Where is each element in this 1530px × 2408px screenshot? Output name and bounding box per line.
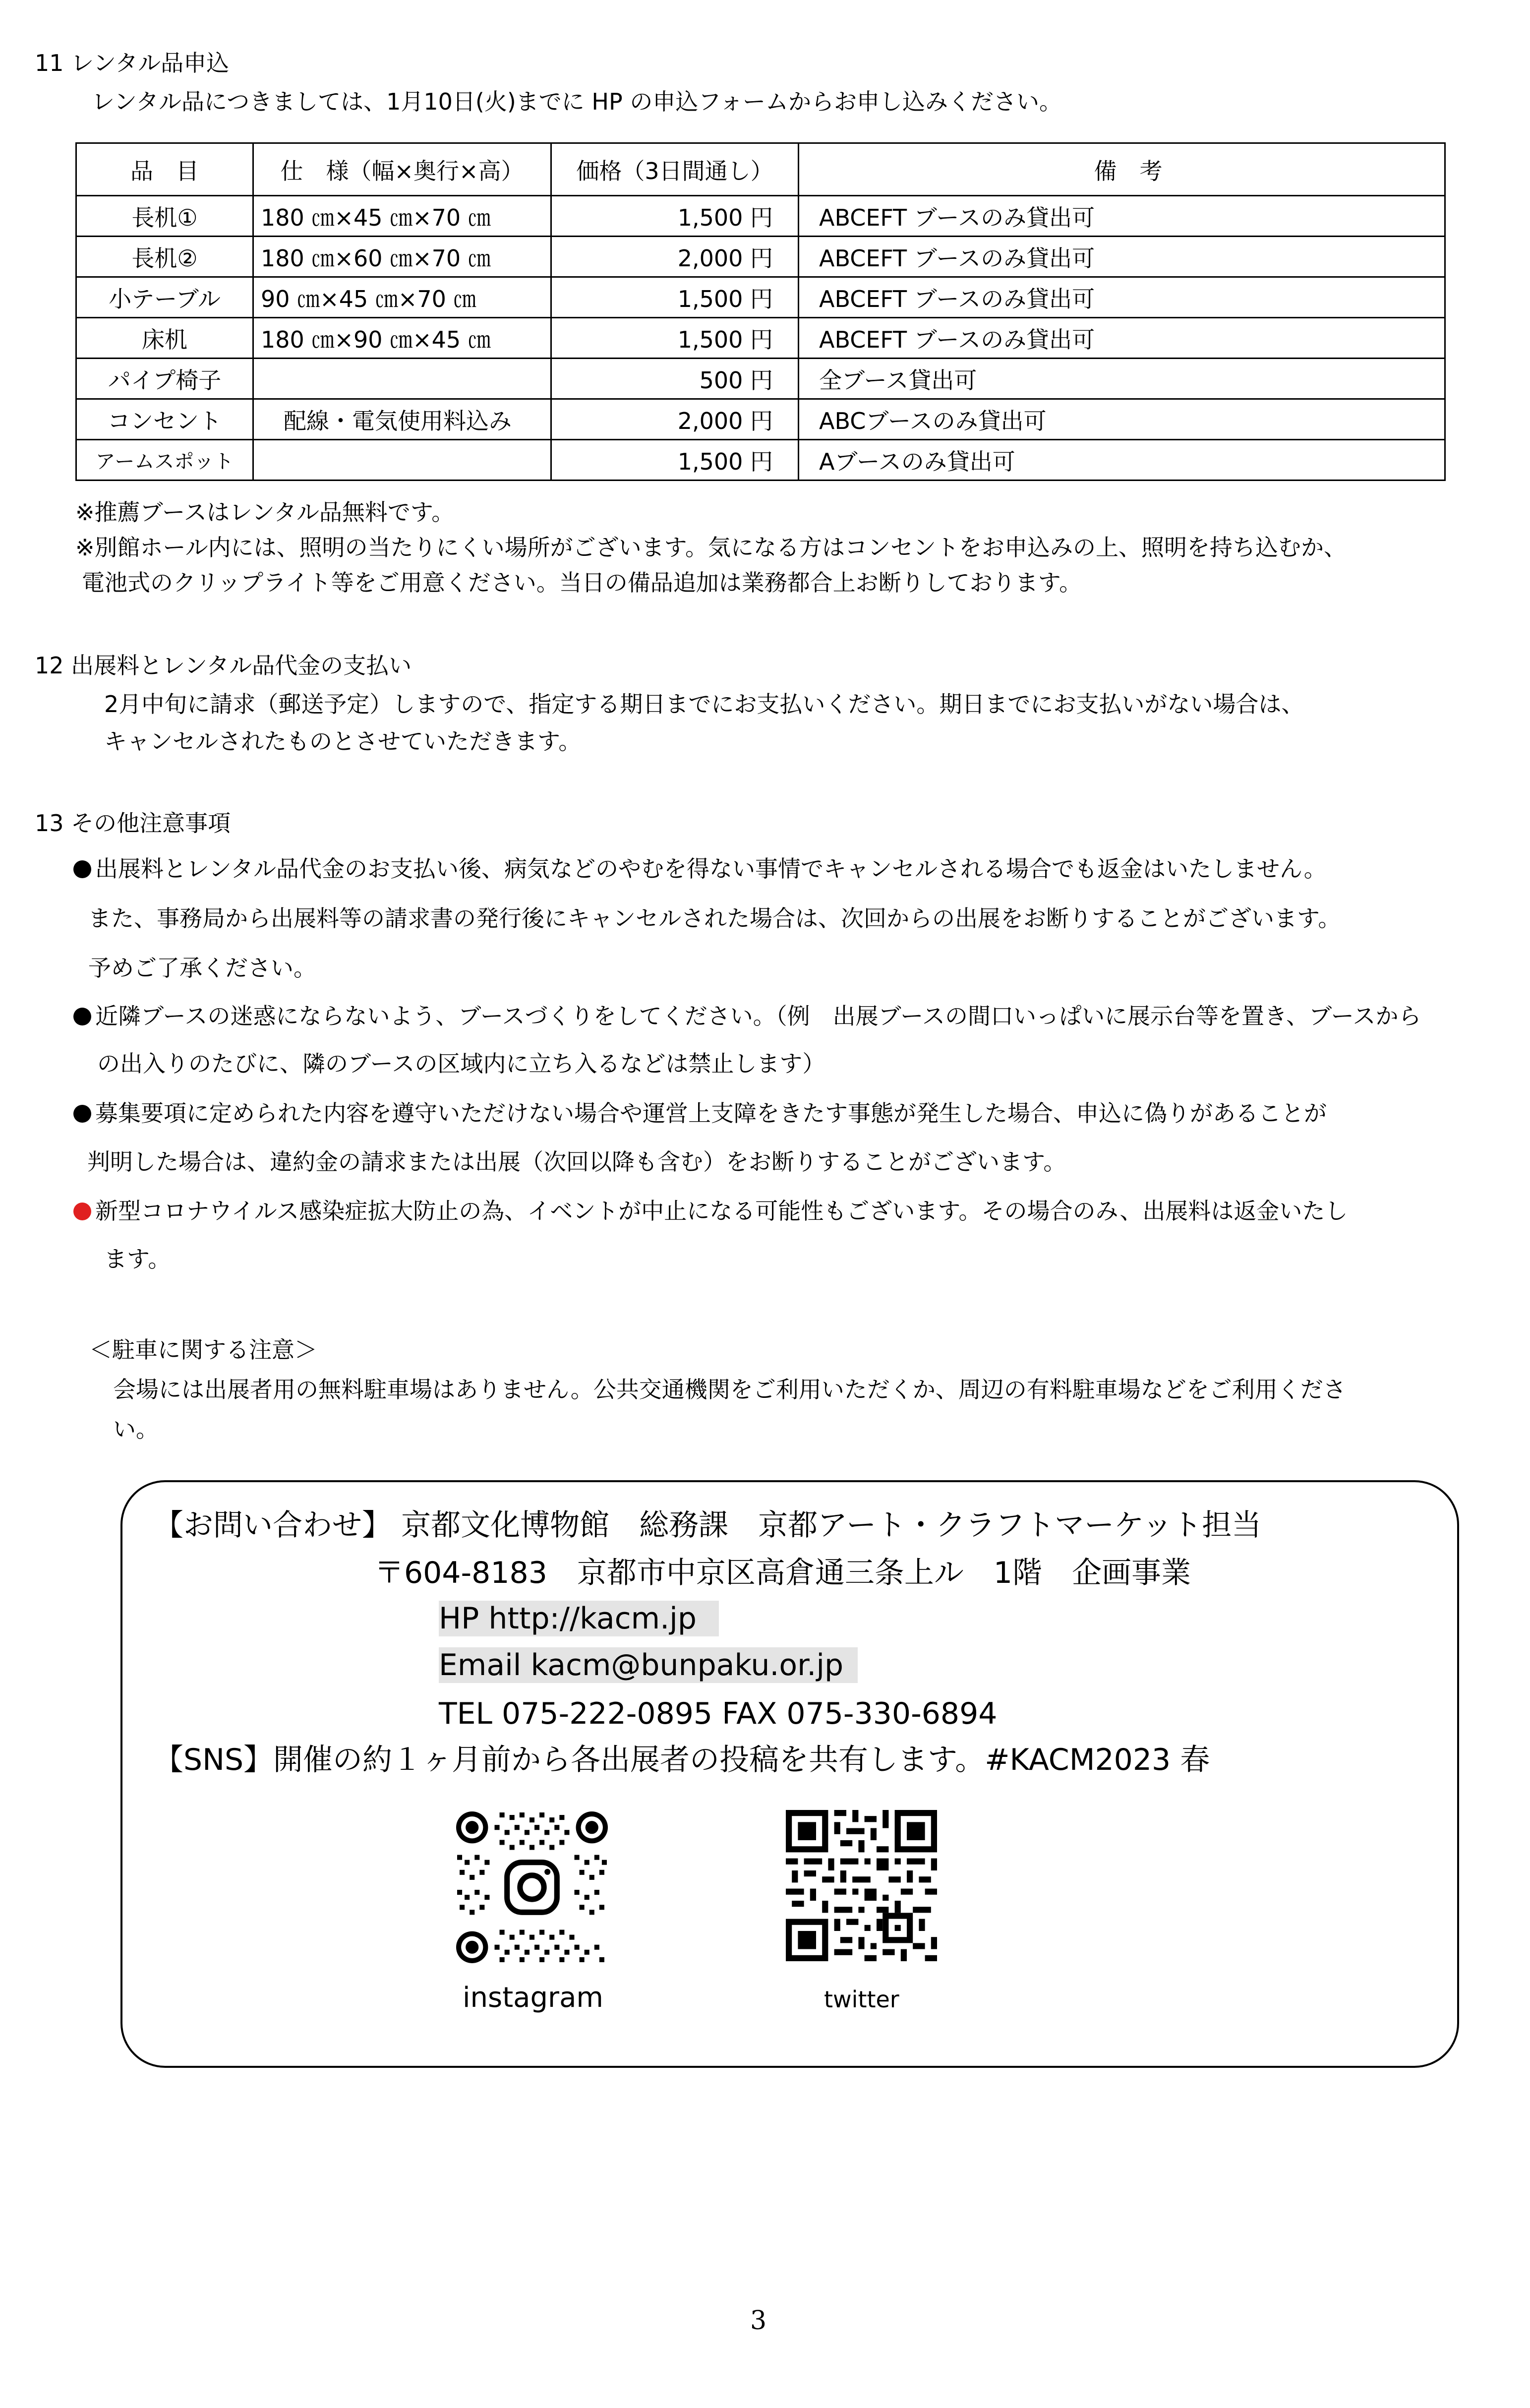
cell-spec: 90 ㎝×45 ㎝×70 ㎝ bbox=[253, 277, 551, 318]
cell-price: 2,000 円 bbox=[551, 399, 799, 440]
note-violation-line2: 判明した場合は、違約金の請求または出展（次回以降も含む）をお断りすることがございます。 bbox=[87, 1148, 1066, 1175]
cell-remarks: ABCEFT ブースのみ貸出可 bbox=[799, 277, 1445, 318]
cell-spec: 180 ㎝×90 ㎝×45 ㎝ bbox=[253, 318, 551, 359]
rental-table bbox=[75, 142, 1446, 481]
section-12-heading: 12 出展料とレンタル品代金の支払い bbox=[35, 652, 412, 679]
contact-email-link[interactable]: Email kacm@bunpaku.or.jp bbox=[439, 1647, 858, 1683]
header-price: 価格（3日間通し） bbox=[551, 143, 799, 196]
cell-spec bbox=[253, 359, 551, 399]
section-13-heading: 13 その他注意事項 bbox=[35, 810, 231, 837]
table-row bbox=[76, 399, 1445, 440]
cell-item: 小テーブル bbox=[76, 277, 253, 318]
twitter-label: twitter bbox=[824, 1986, 899, 2013]
cell-remarks: ABCEFT ブースのみ貸出可 bbox=[799, 196, 1445, 237]
table-row bbox=[76, 196, 1445, 237]
note-neighbor-line1: 近隣ブースの迷惑にならないよう、ブースづくりをしてください。（例 出展ブースの間口いっぱいに展示台等を置き、ブースから bbox=[95, 1003, 1421, 1029]
header-item: 品 目 bbox=[76, 143, 253, 196]
header-spec: 仕 様（幅×奥行×高） bbox=[253, 143, 551, 196]
instagram-label: instagram bbox=[463, 1982, 603, 2014]
table-row bbox=[76, 318, 1445, 359]
table-row bbox=[76, 440, 1445, 481]
cell-item: 床机 bbox=[76, 318, 253, 359]
note-lighting-line1: ※別館ホール内には、照明の当たりにくい場所がございます。気になる方はコンセントをお申込みの上、照明を持ち込むか、 bbox=[75, 534, 1347, 561]
note-no-refund-line1: 出展料とレンタル品代金のお支払い後、病気などのやむを得ない事情でキャンセルされる場合でも返金はいたしません。 bbox=[95, 855, 1327, 882]
note-covid-line1: 新型コロナウイルス感染症拡大防止の為、イベントが中止になる可能性もございます。その場合のみ、出展料は返金いたし bbox=[95, 1198, 1348, 1224]
cell-item: 長机② bbox=[76, 237, 253, 277]
parking-line2: い。 bbox=[113, 1416, 159, 1443]
cell-spec: 180 ㎝×60 ㎝×70 ㎝ bbox=[253, 237, 551, 277]
table-row bbox=[76, 359, 1445, 399]
contact-inquiry: 【お問い合わせ】 京都文化博物館 総務課 京都アート・クラフトマーケット担当 bbox=[154, 1508, 1262, 1543]
note-no-refund-line2: また、事務局から出展料等の請求書の発行後にキャンセルされた場合は、次回からの出展をお断りすることがございます。 bbox=[88, 905, 1341, 932]
cell-remarks: ABCEFT ブースのみ貸出可 bbox=[799, 318, 1445, 359]
section-11-intro: レンタル品につきましては、1月10日(火)までに HP の申込フォームからお申し込みください。 bbox=[92, 88, 1062, 115]
cell-price: 1,500 円 bbox=[551, 277, 799, 318]
cell-remarks: ABCブースのみ貸出可 bbox=[799, 399, 1445, 440]
cell-item: コンセント bbox=[76, 399, 253, 440]
section-11-heading: 11 レンタル品申込 bbox=[35, 50, 230, 76]
note-no-refund-line3: 予めご了承ください。 bbox=[88, 955, 316, 981]
parking-line1: 会場には出展者用の無料駐車場はありません。公共交通機関をご利用いただくか、周辺の有料駐車場などをご利用くださ bbox=[113, 1376, 1346, 1403]
cell-spec bbox=[253, 440, 551, 481]
bullet-icon bbox=[73, 860, 91, 878]
bullet-icon bbox=[73, 1008, 91, 1025]
cell-item: アームスポット bbox=[76, 440, 253, 481]
note-lighting-line2: 電池式のクリップライト等をご用意ください。当日の備品追加は業務都合上お断りしております。 bbox=[82, 569, 1082, 596]
table-header-row bbox=[76, 143, 1445, 196]
cell-remarks: 全ブース貸出可 bbox=[799, 359, 1445, 399]
red-bullet-icon bbox=[73, 1203, 91, 1220]
cell-price: 500 円 bbox=[551, 359, 799, 399]
cell-spec: 配線・電気使用料込み bbox=[253, 399, 551, 440]
section-12-line2: キャンセルされたものとさせていただきます。 bbox=[104, 728, 582, 755]
instagram-qr-code[interactable] bbox=[455, 1810, 609, 1965]
bullet-icon bbox=[73, 1105, 91, 1123]
table-row bbox=[76, 277, 1445, 318]
note-violation-line1: 募集要項に定められた内容を遵守いただけない場合や運営上支障をきたす事態が発生した場合、申込に偽りがあることが bbox=[95, 1100, 1327, 1127]
contact-address: 〒604-8183 京都市中京区高倉通三条上ル 1階 企画事業 bbox=[374, 1556, 1191, 1590]
cell-remarks: Aブースのみ貸出可 bbox=[799, 440, 1445, 481]
cell-item: パイプ椅子 bbox=[76, 359, 253, 399]
cell-item: 長机① bbox=[76, 196, 253, 237]
table-row bbox=[76, 237, 1445, 277]
cell-price: 1,500 円 bbox=[551, 196, 799, 237]
twitter-qr-code[interactable] bbox=[786, 1810, 937, 1961]
contact-hp-link[interactable]: HP http://kacm.jp bbox=[439, 1601, 719, 1636]
contact-phone-fax: TEL 075-222-0895 FAX 075-330-6894 bbox=[439, 1696, 998, 1731]
header-remarks: 備 考 bbox=[799, 143, 1445, 196]
cell-remarks: ABCEFT ブースのみ貸出可 bbox=[799, 237, 1445, 277]
cell-spec: 180 ㎝×45 ㎝×70 ㎝ bbox=[253, 196, 551, 237]
cell-price: 1,500 円 bbox=[551, 318, 799, 359]
cell-price: 2,000 円 bbox=[551, 237, 799, 277]
contact-sns: 【SNS】開催の約１ヶ月前から各出展者の投稿を共有します。#KACM2023 春 bbox=[154, 1743, 1210, 1777]
note-covid-line2: ます。 bbox=[104, 1246, 171, 1272]
note-neighbor-line2: の出入りのたびに、隣のブースの区域内に立ち入るなどは禁止します） bbox=[97, 1050, 825, 1077]
page-number: 3 bbox=[750, 2306, 767, 2336]
note-recommended-booth: ※推薦ブースはレンタル品無料です。 bbox=[75, 499, 455, 526]
parking-heading: ＜駐車に関する注意＞ bbox=[89, 1336, 317, 1363]
section-12-line1: 2月中旬に請求（郵送予定）しますので、指定する期日までにお支払いください。期日までにお支払いがない場合は、 bbox=[104, 691, 1304, 718]
cell-price: 1,500 円 bbox=[551, 440, 799, 481]
